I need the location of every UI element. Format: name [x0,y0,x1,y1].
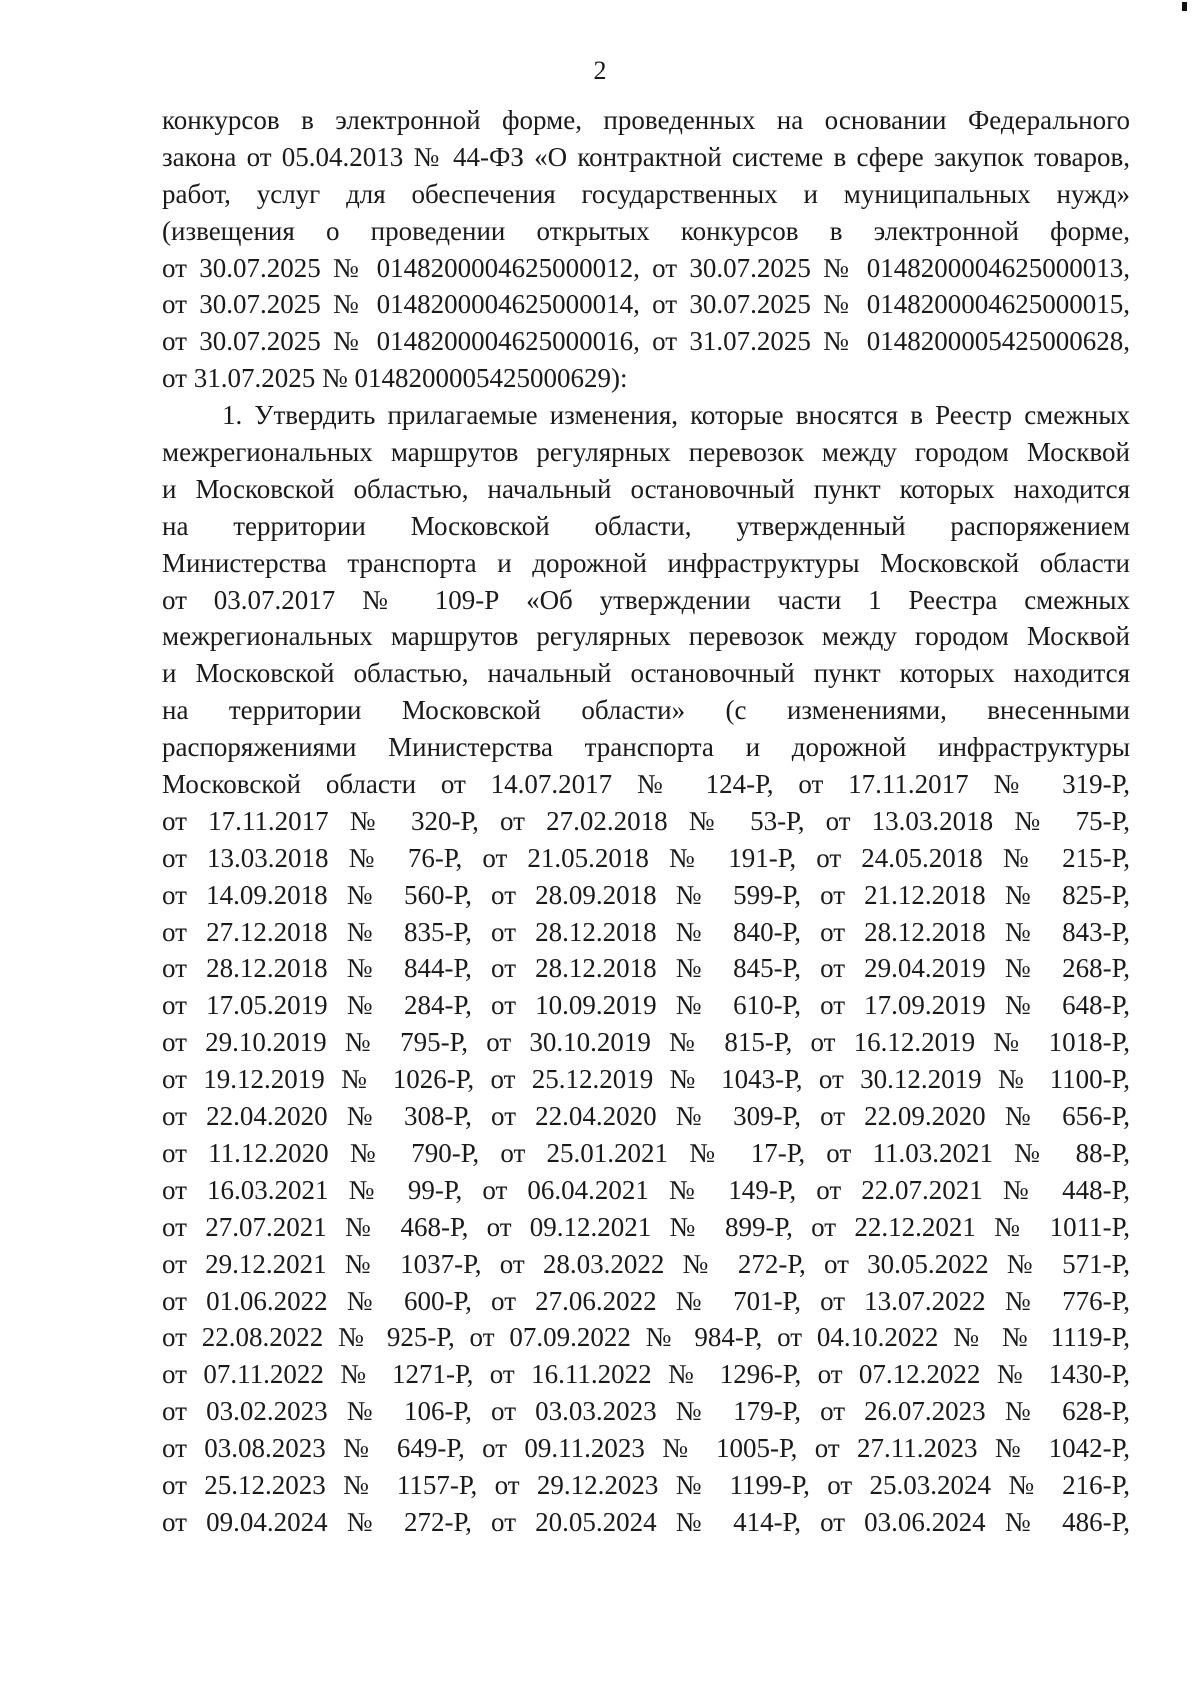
text-line: от 09.04.2024 № 272-Р, от 20.05.2024 № 414-Р, от 03.06.2024 № 486-Р, [162,1506,1130,1537]
text-line: и Московской областью, начальный остановочный пункт которых находится [162,658,1130,689]
text-line: межрегиональных маршрутов регулярных перевозок между городом Москвой [162,437,1130,468]
text-line: (извещения о проведении открытых конкурсов в электронной форме, [162,215,1130,246]
text-line: на территории Московской области, утвержденный распоряжением [162,510,1130,541]
text-line: от 03.02.2023 № 106-Р, от 03.03.2023 № 179-Р, от 26.07.2023 № 628-Р, [162,1396,1130,1427]
text-line: и Московской областью, начальный остановочный пункт которых находится [162,473,1130,504]
text-line: от 19.12.2019 № 1026-Р, от 25.12.2019 № 1043-Р, от 30.12.2019 № 1100-Р, [162,1064,1130,1095]
text-line: от 14.09.2018 № 560-Р, от 28.09.2018 № 599-Р, от 21.12.2018 № 825-Р, [162,879,1130,910]
text-line: Министерства транспорта и дорожной инфраструктуры Московской области [162,547,1130,578]
scan-corner-mark [1182,2,1187,11]
text-line: распоряжениями Министерства транспорта и дорожной инфраструктуры [162,732,1130,763]
text-line: от 30.07.2025 № 0148200004625000016, от 31.07.2025 № 0148200005425000628, [162,326,1130,357]
text-line: от 01.06.2022 № 600-Р, от 27.06.2022 № 701-Р, от 13.07.2022 № 776-Р, [162,1285,1130,1316]
text-line: от 07.11.2022 № 1271-Р, от 16.11.2022 № 1296-Р, от 07.12.2022 № 1430-Р, [162,1359,1130,1390]
text-line: от 17.05.2019 № 284-Р, от 10.09.2019 № 610-Р, от 17.09.2019 № 648-Р, [162,990,1130,1021]
text-line: от 13.03.2018 № 76-Р, от 21.05.2018 № 191-Р, от 24.05.2018 № 215-Р, [162,842,1130,873]
text-line: от 28.12.2018 № 844-Р, от 28.12.2018 № 845-Р, от 29.04.2019 № 268-Р, [162,953,1130,984]
document-body [162,102,1130,1541]
text-line: от 27.07.2021 № 468-Р, от 09.12.2021 № 899-Р, от 22.12.2021 № 1011-Р, [162,1211,1130,1242]
text-line: конкурсов в электронной форме, проведенных на основании Федерального [162,105,1130,135]
text-line: межрегиональных маршрутов регулярных перевозок между городом Москвой [162,621,1130,652]
text-line: от 29.10.2019 № 795-Р, от 30.10.2019 № 815-Р, от 16.12.2019 № 1018-Р, [162,1027,1130,1058]
text-line: от 03.08.2023 № 649-Р, от 09.11.2023 № 1005-Р, от 27.11.2023 № 1042-Р, [162,1433,1130,1464]
text-line: от 27.12.2018 № 835-Р, от 28.12.2018 № 840-Р, от 28.12.2018 № 843-Р, [162,916,1130,947]
text-line: от 30.07.2025 № 0148200004625000014, от 30.07.2025 № 0148200004625000015, [162,289,1130,320]
text-line: от 17.11.2017 № 320-Р, от 27.02.2018 № 53-Р, от 13.03.2018 № 75-Р, [162,805,1130,836]
text-line: работ, услуг для обеспечения государственных и муниципальных нужд» [162,178,1130,209]
text-line: от 25.12.2023 № 1157-Р, от 29.12.2023 № 1199-Р, от 25.03.2024 № 216-Р, [162,1469,1130,1500]
text-line: от 11.12.2020 № 790-Р, от 25.01.2021 № 17-Р, от 11.03.2021 № 88-Р, [162,1137,1130,1168]
page-number: 2 [593,56,607,85]
text-line: от 29.12.2021 № 1037-Р, от 28.03.2022 № 272-Р, от 30.05.2022 № 571-Р, [162,1248,1130,1279]
text-line: от 22.04.2020 № 308-Р, от 22.04.2020 № 309-Р, от 22.09.2020 № 656-Р, [162,1101,1130,1132]
text-line: от 22.08.2022 № 925-Р, от 07.09.2022 № 984-Р, от 04.10.2022 № № 1119-Р, [162,1322,1130,1353]
text-line: от 31.07.2025 № 0148200005425000629): [162,363,628,394]
text-line: закона от 05.04.2013 № 44-ФЗ «О контрактной системе в сфере закупок товаров, [162,141,1130,172]
text-line: на территории Московской области» (с изменениями, внесенными [162,695,1130,726]
text-line: от 30.07.2025 № 0148200004625000012, от 30.07.2025 № 0148200004625000013, [162,252,1130,283]
text-line: от 16.03.2021 № 99-Р, от 06.04.2021 № 149-Р, от 22.07.2021 № 448-Р, [162,1174,1130,1205]
text-line: Московской области от 14.07.2017 № 124-Р, от 17.11.2017 № 319-Р, [162,769,1130,800]
text-line: 1. Утвердить прилагаемые изменения, которые вносятся в Реестр смежных [222,400,1130,431]
text-line: от 03.07.2017 № 109-Р «Об утверждении части 1 Реестра смежных [162,584,1130,615]
